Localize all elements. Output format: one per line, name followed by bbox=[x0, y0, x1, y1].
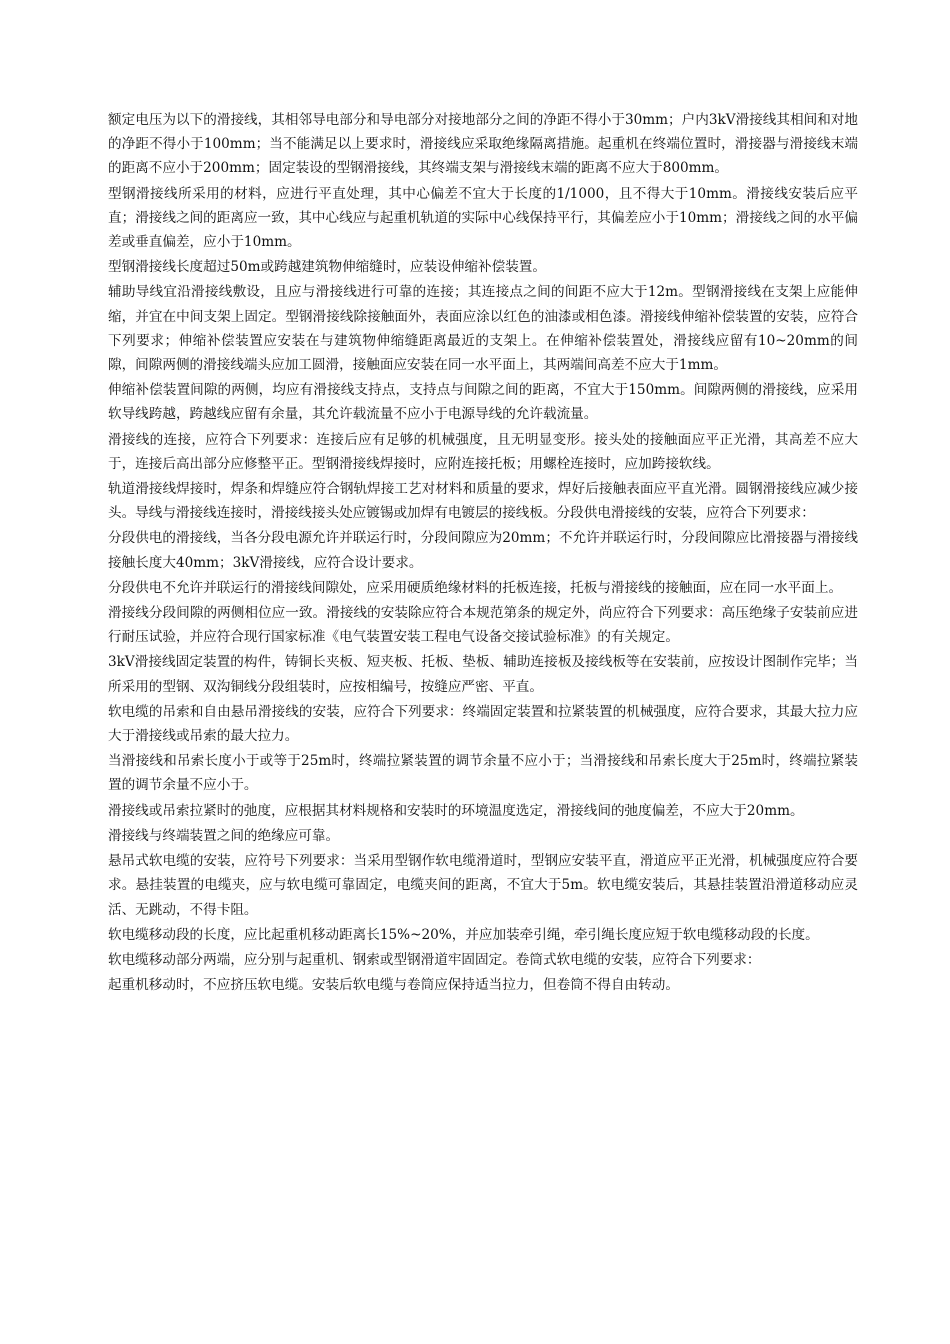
paragraph-segment-insulation: 分段供电不允许并联运行的滑接线间隙处，应采用硬质绝缘材料的托板连接，托板与滑接线的接触面，应在同一水平面上。 bbox=[108, 579, 843, 596]
paragraph-gap-support: 伸缩补偿装置间隙的两侧，均应有滑接线支持点，支持点与间隙之间的距离，不宜大于150mm。间隙两侧的滑接线，应采用软导线跨越，跨越线应留有余量，其允许载流量不应小于电源导线的允许载流量。 bbox=[108, 382, 858, 423]
paragraph-3kv-fixing: 3kV滑接线固定装置的构件，铸铜长夹板、短夹板、托板、垫板、辅助连接板及接线板等在安装前，应按设计图制作完毕；当所采用的型钢、双沟铜线分段组装时，应按相编号，按缝应严密、平直。 bbox=[108, 654, 858, 695]
paragraph-connection: 滑接线的连接，应符合下列要求：连接后应有足够的机械强度，且无明显变形。接头处的接触面应平正光滑，其高差不应大于，连接后高出部分应修整平正。型钢滑接线焊接时，应附连接托板；用螺栓连接时，应加跨接软线。 bbox=[108, 431, 858, 472]
paragraph-reel-cable: 起重机移动时，不应挤压软电缆。安装后软电缆与卷筒应保持适当拉力，但卷筒不得自由转动。 bbox=[108, 977, 679, 994]
paragraph-expansion-device: 型钢滑接线长度超过50m或跨越建筑物伸缩缝时，应装设伸缩补偿装置。 bbox=[108, 259, 546, 276]
paragraph-segment-gap: 分段供电的滑接线，当各分段电源允许并联运行时，分段间隙应为20mm；不允许并联运行时，分段间隙应比滑接器与滑接线接触长度大40mm；3kV滑接线，应符合设计要求。 bbox=[108, 530, 858, 571]
paragraph-auxiliary-wire: 辅助导线宜沿滑接线敷设，且应与滑接线进行可靠的连接；其连接点之间的间距不应大于12m。型钢滑接线在支架上应能伸缩，并宜在中间支架上固定。型钢滑接线除接触面外，表面应涂以红色的油漆或相色漆。滑接线伸缩补偿装置的安装，应符合下列要求；伸缩补偿装置应安装在与建筑物伸缩缝距离最近的支架上。在伸缩补偿装置处，滑接线应留有10~20mm的间隙，间隙两侧的滑接线端头应加工圆滑，接触面应安装在同一水平面上，其两端间高差不应大于1mm。 bbox=[108, 284, 858, 374]
document-body bbox=[108, 108, 858, 998]
paragraph-straightness: 型钢滑接线所采用的材料，应进行平直处理，其中心偏差不宜大于长度的1/1000，且不得大于10mm。滑接线安装后应平直；滑接线之间的距离应一致，其中心线应与起重机轨道的实际中心线保持平行，其偏差应小于10mm；滑接线之间的水平偏差或垂直偏差，应小于10mm。 bbox=[108, 185, 858, 251]
paragraph-phase-consistency: 滑接线分段间隙的两侧相位应一致。滑接线的安装除应符合本规范第条的规定外，尚应符合下列要求：高压绝缘子安装前应进行耐压试验，并应符合现行国家标准《电气装置安装工程电气设备交接试验标准》的有关规定。 bbox=[108, 605, 858, 646]
paragraph-moving-section: 软电缆移动段的长度，应比起重机移动距离长15%~20%，并应加装牵引绳，牵引绳长度应短于软电缆移动段的长度。 bbox=[108, 926, 819, 943]
paragraph-cable-suspension: 软电缆的吊索和自由悬吊滑接线的安装，应符合下列要求：终端固定装置和拉紧装置的机械强度，应符合要求，其最大拉力应大于滑接线或吊索的最大拉力。 bbox=[108, 703, 858, 745]
paragraph-tension-adjustment: 当滑接线和吊索长度小于或等于25m时，终端拉紧装置的调节余量不应小于；当滑接线和吊索长度大于25m时，终端拉紧装置的调节余量不应小于。 bbox=[108, 753, 858, 794]
paragraph-sag: 滑接线或吊索拉紧时的弛度，应根据其材料规格和安装时的环境温度选定，滑接线间的弛度偏差，不应大于20mm。 bbox=[108, 802, 804, 819]
paragraph-clearance: 额定电压为以下的滑接线，其相邻导电部分和导电部分对接地部分之间的净距不得小于30mm；户内3kV滑接线其相间和对地的净距不得小于100mm；当不能满足以上要求时，滑接线应采取绝缘隔离措施。起重机在终端位置时，滑接器与滑接线末端的距离不应小于200mm；固定装设的型钢滑接线，其终端支架与滑接线末端的距离不应大于800mm。 bbox=[108, 112, 858, 177]
paragraph-insulation: 滑接线与终端装置之间的绝缘应可靠。 bbox=[108, 827, 340, 844]
paragraph-cable-ends: 软电缆移动部分两端，应分别与起重机、钢索或型钢滑道牢固固定。卷筒式软电缆的安装，应符合下列要求： bbox=[108, 951, 761, 968]
paragraph-rail-welding: 轨道滑接线焊接时，焊条和焊缝应符合钢轨焊接工艺对材料和质量的要求，焊好后接触表面应平直光滑。圆钢滑接线应减少接头。导线与滑接线连接时，滑接线接头处应镀锡或加焊有电镀层的接线板。分段供电滑接线的安装，应符合下列要求： bbox=[108, 481, 858, 522]
paragraph-suspended-cable: 悬吊式软电缆的安装，应符号下列要求：当采用型钢作软电缆滑道时，型钢应安装平直，滑道应平正光滑，机械强度应符合要求。悬挂装置的电缆夹，应与软电缆可靠固定，电缆夹间的距离，不宜大于5m。软电缆安装后，其悬挂装置沿滑道移动应灵活、无跳动，不得卡阻。 bbox=[108, 853, 858, 918]
